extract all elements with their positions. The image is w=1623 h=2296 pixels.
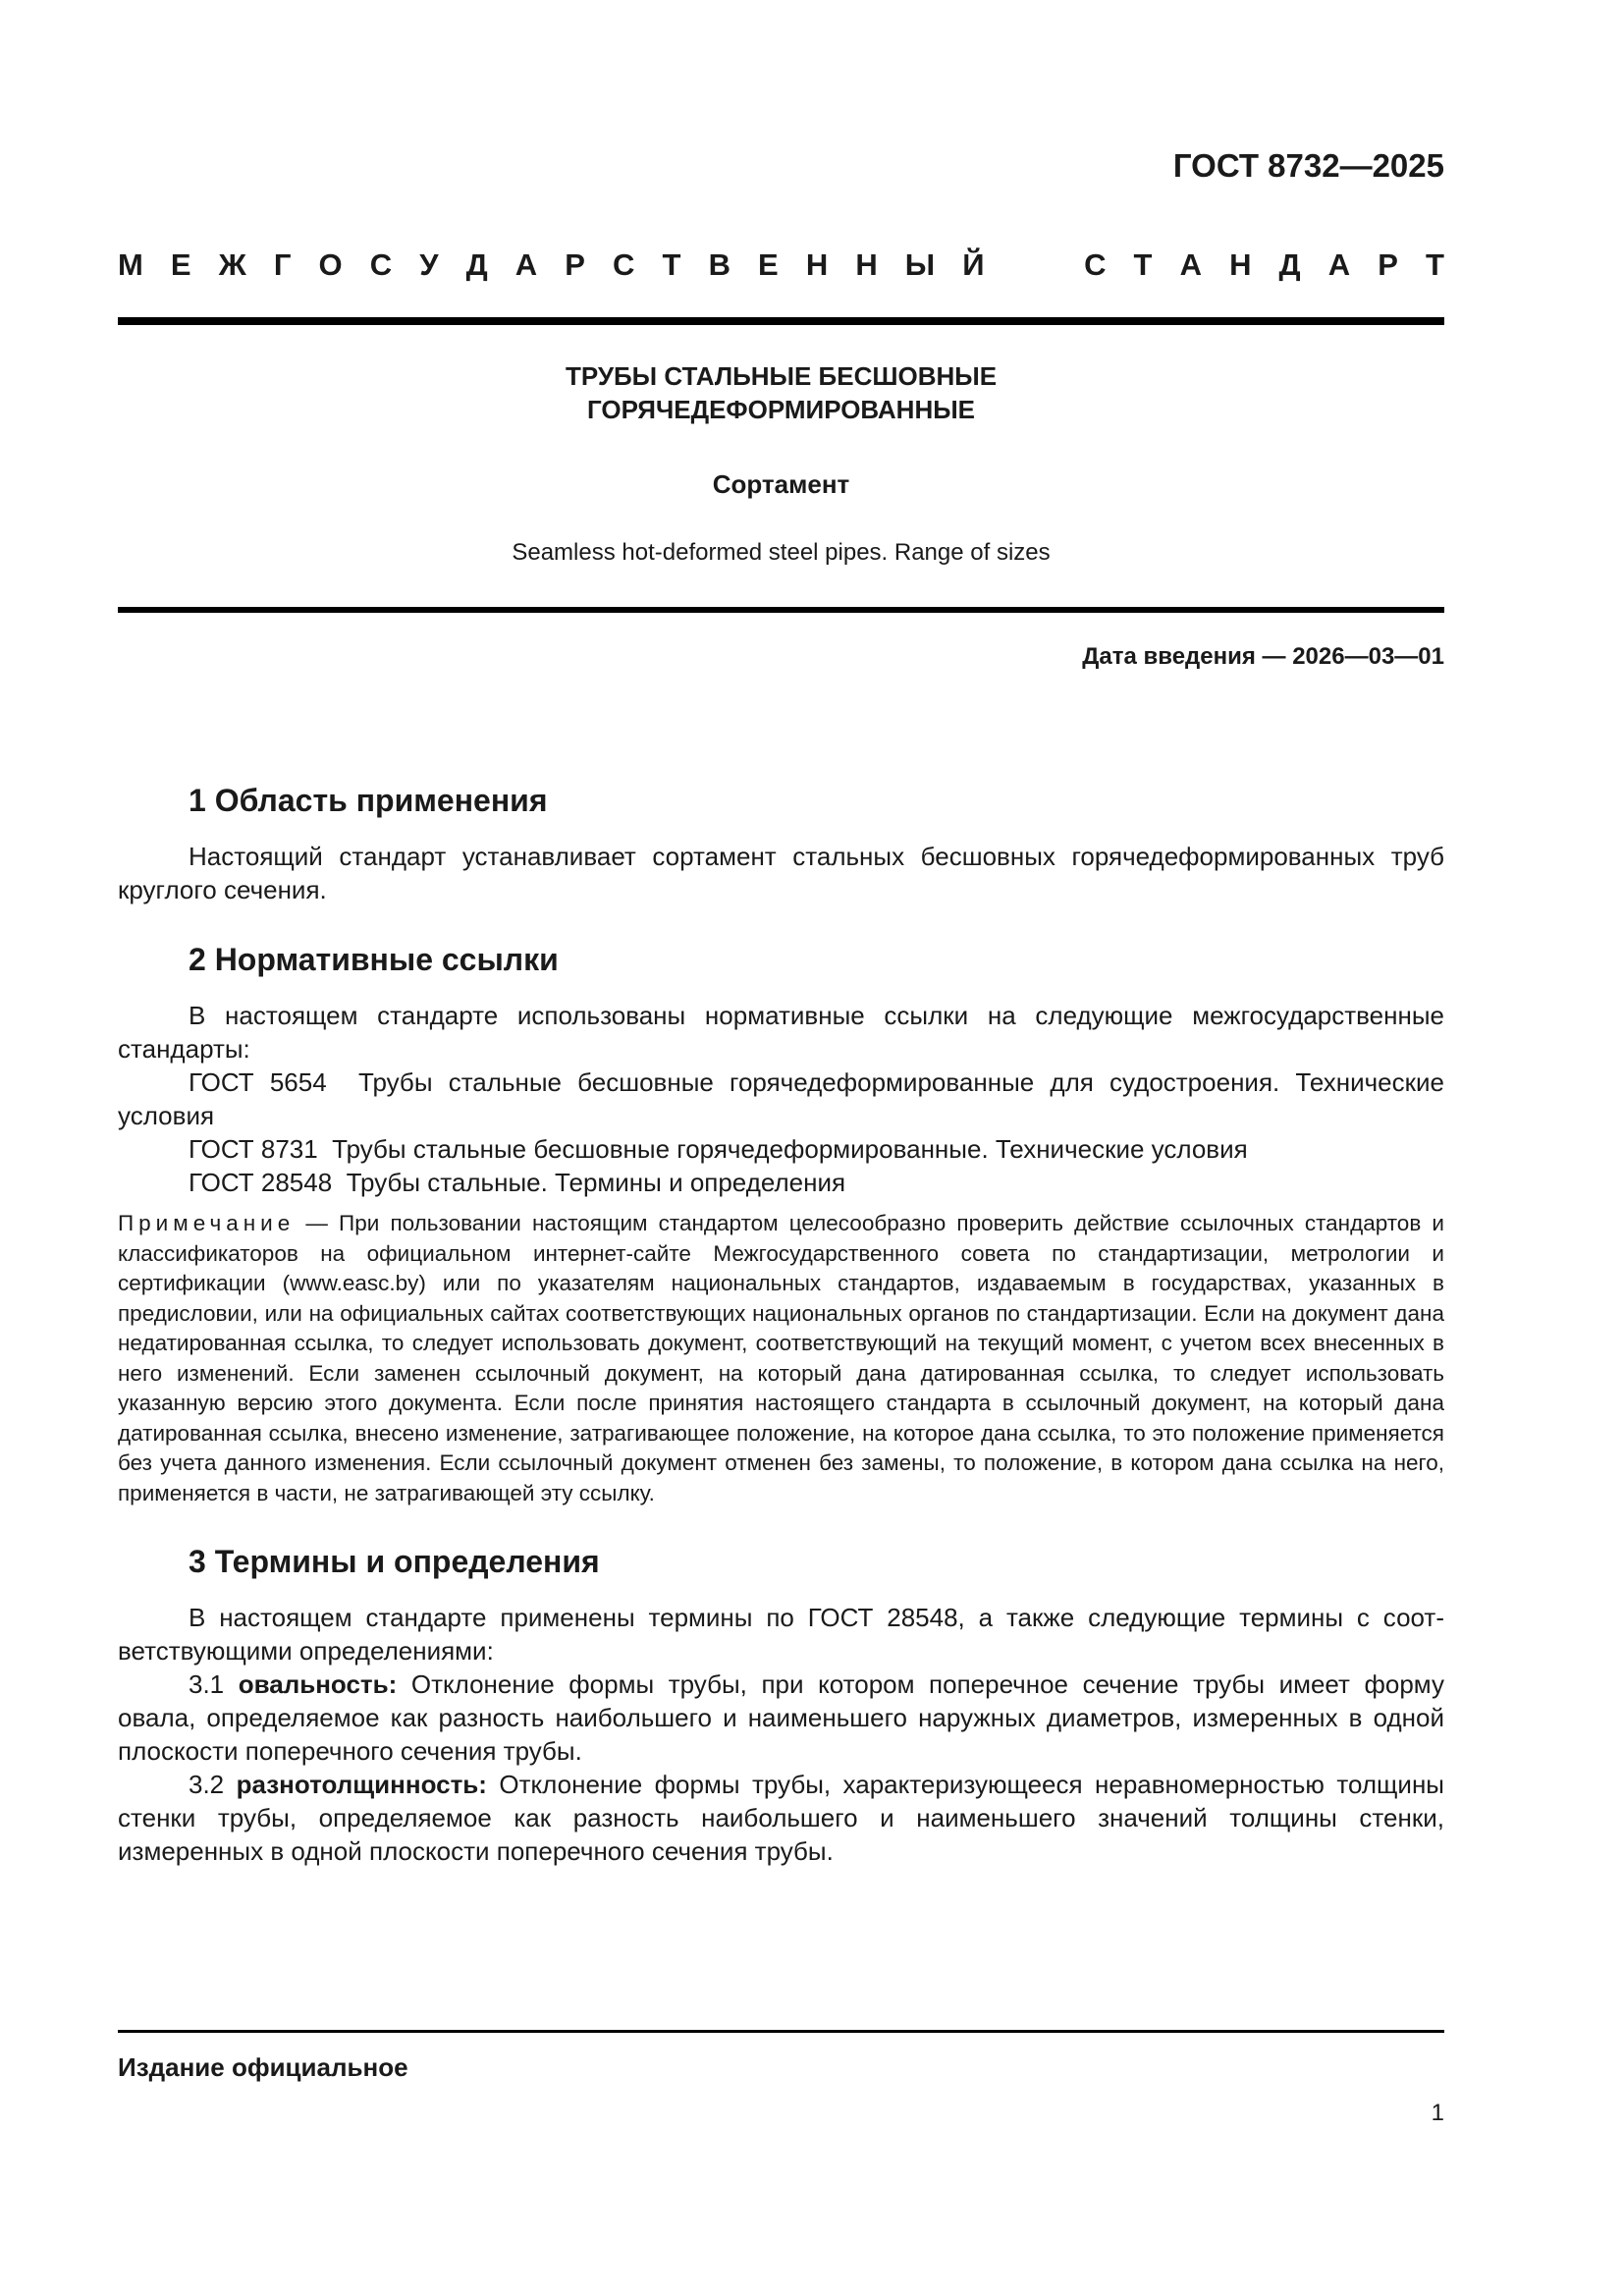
title-line-1: ТРУБЫ СТАЛЬНЫЕ БЕСШОВНЫЕ xyxy=(565,361,998,391)
title-divider xyxy=(118,607,1444,613)
banner-letter: Т xyxy=(662,247,681,282)
banner-letter: Н xyxy=(855,247,878,282)
banner-letter: Д xyxy=(1278,247,1301,282)
banner-letter: Д xyxy=(465,247,488,282)
term-text: Отклонение формы трубы, при котором поперечное сечение трубы имеет форму овала, определяемое как разность наибольшего и наименьшего наружных диаметров, измеренных в одной плоскости поперечного сечения трубы. xyxy=(118,1669,1444,1766)
banner-letter: А xyxy=(1179,247,1202,282)
banner-letter: Е xyxy=(170,247,191,282)
document-body xyxy=(118,781,1444,1868)
reference-item xyxy=(118,1066,1444,1132)
banner-letter: Г xyxy=(273,247,292,282)
reference-title: Трубы стальные бесшовные горячедеформированные для судостроения. Технические условия xyxy=(118,1067,1444,1130)
standard-banner xyxy=(118,247,1444,283)
edition-label: Издание официальное xyxy=(118,2052,408,2082)
section-1-heading: 1 Область применения xyxy=(189,783,548,818)
term-name: овальность: xyxy=(238,1669,398,1699)
banner-gap xyxy=(1012,247,1021,283)
english-title: Seamless hot-deformed steel pipes. Range of sizes xyxy=(512,539,1051,566)
banner-letter: Ы xyxy=(904,247,936,282)
banner-letter: Р xyxy=(565,247,585,282)
reference-item xyxy=(118,1132,1444,1166)
reference-item xyxy=(118,1166,1444,1199)
banner-letter: М xyxy=(118,247,143,282)
title-line-2: ГОРЯЧЕДЕФОРМИРОВАННЫЕ xyxy=(586,395,976,424)
term-name: разнотолщинность: xyxy=(236,1770,487,1799)
section-2-intro: В настоящем стандарте использованы нормативные ссылки на следующие межгосударственные стандарты: xyxy=(118,1001,1444,1064)
reference-code: ГОСТ 28548 xyxy=(189,1168,333,1197)
banner-letter: Ж xyxy=(218,247,246,282)
section-1-paragraph: Настоящий стандарт устанавливает сортамент стальных бесшовных горячедеформированных труб круглого сечения. xyxy=(118,842,1444,904)
note-label: Примечание xyxy=(118,1211,296,1235)
reference-code: ГОСТ 8731 xyxy=(189,1134,318,1164)
term-number: 3.2 xyxy=(189,1770,225,1799)
page-number: 1 xyxy=(1431,2100,1444,2126)
document-number: ГОСТ 8732—2025 xyxy=(1172,147,1444,184)
header-divider xyxy=(118,317,1444,325)
banner-letter: С xyxy=(369,247,393,282)
footer-divider xyxy=(118,2030,1444,2033)
banner-letter: Н xyxy=(1229,247,1252,282)
term-text: Отклонение формы трубы, характеризующееся неравномерностью толщины стенки трубы, определяемое как разность наибольшего и наименьшего значений толщины стенки, измеренных в одной плоскости поперечного сечения трубы. xyxy=(118,1770,1444,1866)
section-2-heading: 2 Нормативные ссылки xyxy=(189,942,559,977)
banner-letter: А xyxy=(1327,247,1351,282)
reference-title: Трубы стальные. Термины и определения xyxy=(346,1168,846,1197)
subtitle: Сортамент xyxy=(712,469,850,499)
banner-letter: А xyxy=(514,247,538,282)
reference-title: Трубы стальные бесшовные горячедеформированные. Технические условия xyxy=(332,1134,1248,1164)
banner-letter: С xyxy=(613,247,635,282)
note-text: — При пользовании настоящим стандартом целесообразно проверить действие ссылочных стандартов и классификаторов на официальном интернет-сайте Межгосударственного совета по стандартизации, метрологии и сертификации (www.easc.by) или по указателям национальных стандартов, издаваемым в государствах, указанных в предисловии, или на официальных сайтах соответствующих национальных органов по стандартизации. Если на документ дана недатированная ссылка, то следует использовать документ, соответствующий на текущий момент, с учетом всех внесенных в него изменений. Если заменен ссылочный документ, на который дана датированная ссылка, то следует использовать указанную версию этого документа. Если после принятия настоящего стандарта в ссылочный документ, на который дана датированная ссылка, внесено изменение, затрагивающее положение, на которое дана ссылка, то это положение применяется без учета данного изменения. Если ссылочный документ отменен без замены, то положение, в котором дана ссылка на него, применяется в части, не затрагивающей эту ссылку. xyxy=(118,1211,1444,1505)
term-definition xyxy=(118,1768,1444,1868)
banner-letter: Е xyxy=(758,247,779,282)
note-paragraph xyxy=(118,1209,1444,1508)
term-definition xyxy=(118,1667,1444,1768)
introduction-date: Дата введения — 2026—03—01 xyxy=(1082,643,1444,670)
banner-letter: Т xyxy=(1426,247,1444,282)
banner-gap xyxy=(1048,247,1056,283)
banner-letter: В xyxy=(708,247,730,282)
banner-letter: Н xyxy=(805,247,829,282)
banner-letter: С xyxy=(1084,247,1107,282)
term-number: 3.1 xyxy=(189,1669,225,1699)
reference-code: ГОСТ 5654 xyxy=(189,1067,327,1097)
banner-letter: Т xyxy=(1133,247,1153,282)
banner-letter: У xyxy=(419,247,439,282)
banner-letter: Р xyxy=(1378,247,1398,282)
banner-letter: Й xyxy=(962,247,985,282)
section-3-intro: В настоящем стандарте применены термины по ГОСТ 28548, а также следующие термины с соответствующими определениями: xyxy=(118,1603,1444,1666)
banner-letter: О xyxy=(318,247,343,282)
section-3-heading: 3 Термины и определения xyxy=(189,1544,600,1579)
